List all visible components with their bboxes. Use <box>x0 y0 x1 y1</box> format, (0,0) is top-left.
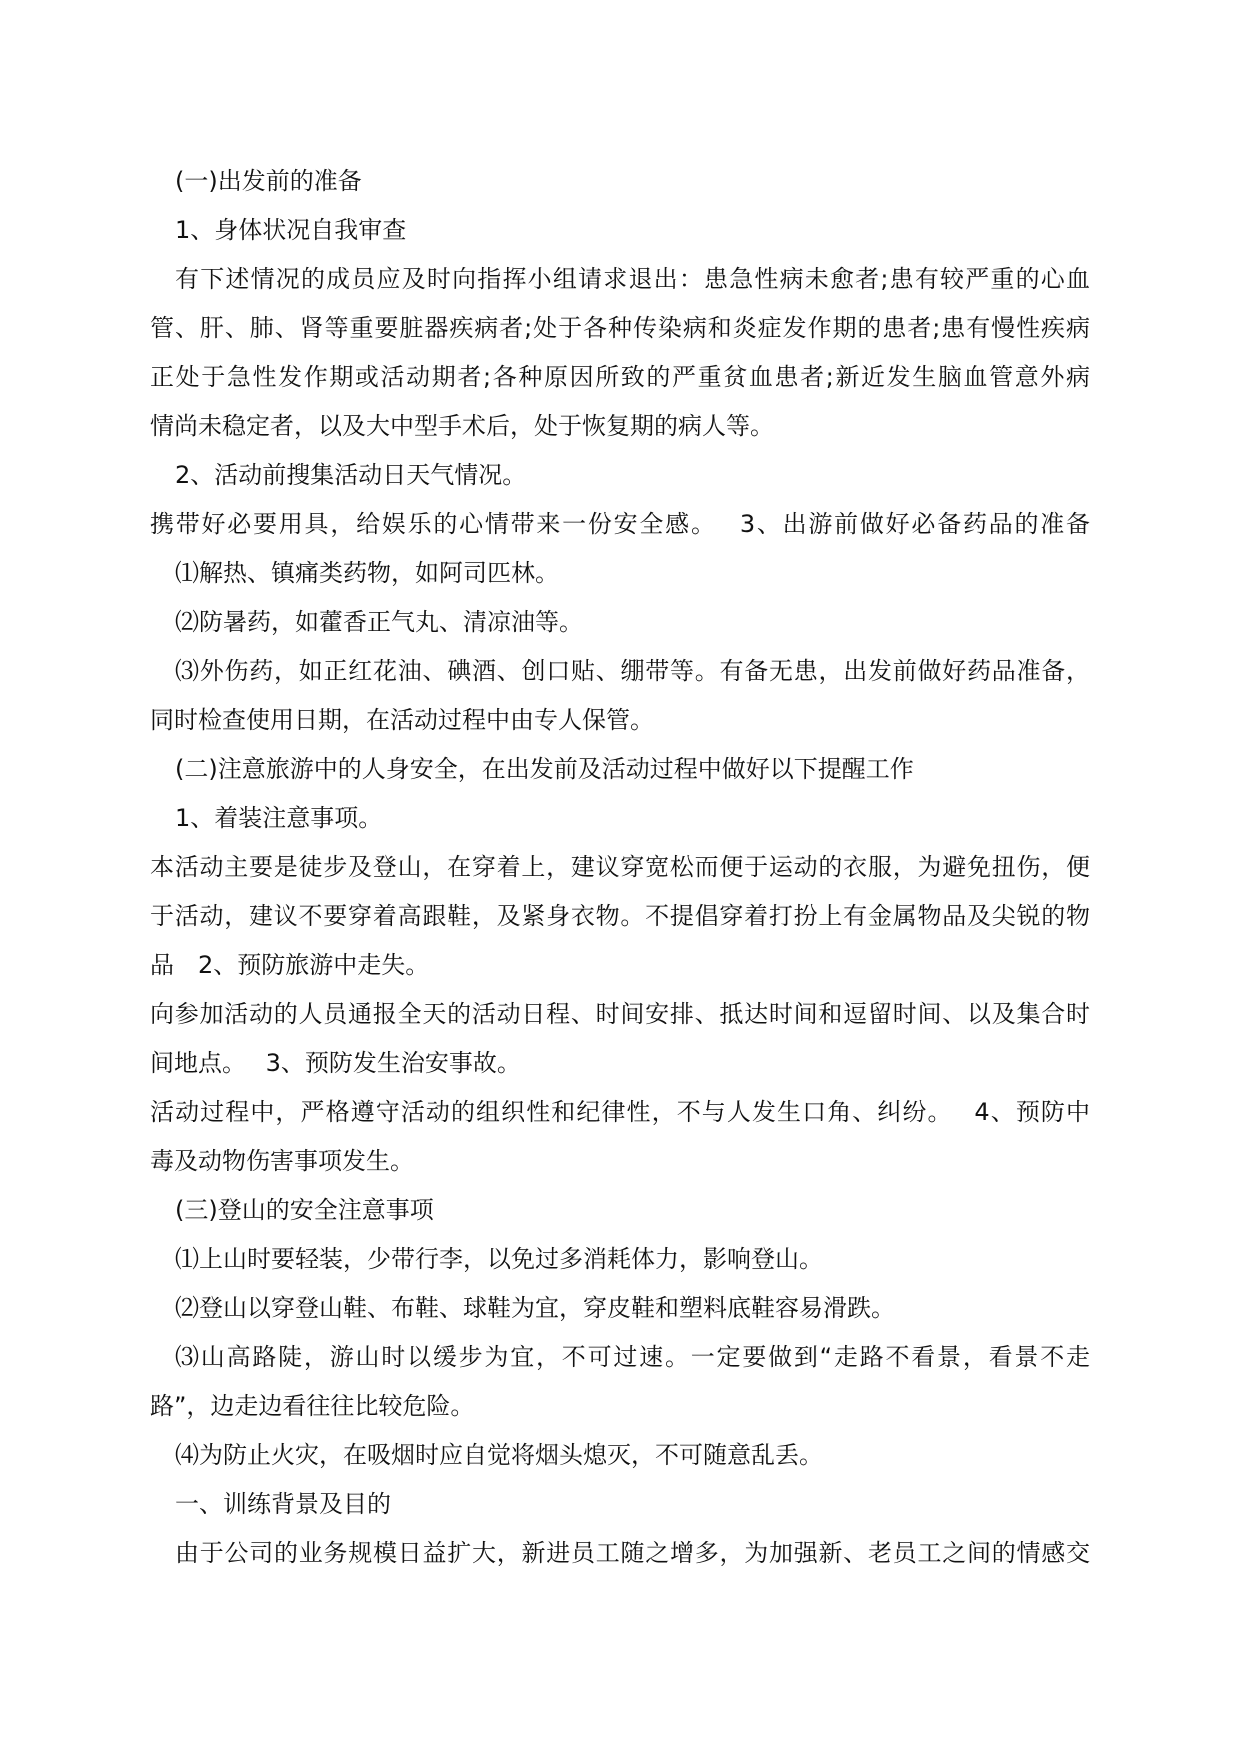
text-line: 向参加活动的人员通报全天的活动日程、时间安排、抵达时间和逗留时间、以及集合时 <box>150 1000 1090 1028</box>
text-line: 毒及动物伤害事项发生。 <box>150 1147 414 1175</box>
text-line: 2、活动前搜集活动日天气情况。 <box>175 461 527 489</box>
text-line: 路”，边走边看往往比较危险。 <box>150 1392 475 1420</box>
text-line: ⑵防暑药，如藿香正气丸、清凉油等。 <box>175 608 583 636</box>
text-line: 一、训练背景及目的 <box>175 1490 391 1518</box>
text-line: 携带好必要用具，给娱乐的心情带来一份安全感。 3、出游前做好必备药品的准备 <box>150 510 1090 538</box>
text-line: ⑴解热、镇痛类药物，如阿司匹林。 <box>175 559 559 587</box>
text-line: ⑷为防止火灾，在吸烟时应自觉将烟头熄灭，不可随意乱丢。 <box>175 1441 823 1469</box>
text-line: 活动过程中，严格遵守活动的组织性和纪律性，不与人发生口角、纠纷。 4、预防中 <box>150 1098 1090 1126</box>
text-line: 情尚未稳定者，以及大中型手术后，处于恢复期的病人等。 <box>150 412 774 440</box>
text-line: ⑶山高路陡，游山时以缓步为宜，不可过速。一定要做到“走路不看景，看景不走 <box>175 1343 1090 1371</box>
text-line: 间地点。 3、预防发生治安事故。 <box>150 1049 521 1077</box>
text-line: 于活动，建议不要穿着高跟鞋，及紧身衣物。不提倡穿着打扮上有金属物品及尖锐的物 <box>150 902 1090 930</box>
text-line: ⑶外伤药，如正红花油、碘酒、创口贴、绷带等。有备无患，出发前做好药品准备， <box>175 657 1090 685</box>
text-line: 同时检查使用日期，在活动过程中由专人保管。 <box>150 706 654 734</box>
text-line: 由于公司的业务规模日益扩大，新进员工随之增多，为加强新、老员工之间的情感交 <box>175 1539 1090 1567</box>
text-line: (一)出发前的准备 <box>175 167 362 195</box>
text-line: ⑵登山以穿登山鞋、布鞋、球鞋为宜，穿皮鞋和塑料底鞋容易滑跌。 <box>175 1294 895 1322</box>
text-line: 1、着装注意事项。 <box>175 804 383 832</box>
text-line: ⑴上山时要轻装，少带行李，以免过多消耗体力，影响登山。 <box>175 1245 823 1273</box>
text-line: (三)登山的安全注意事项 <box>175 1196 434 1224</box>
text-line: 1、身体状况自我审查 <box>175 216 407 244</box>
text-line: 管、肝、肺、肾等重要脏器疾病者;处于各种传染病和炎症发作期的患者;患有慢性疾病 <box>150 314 1090 342</box>
text-line: 品 2、预防旅游中走失。 <box>150 951 430 979</box>
text-line: 正处于急性发作期或活动期者;各种原因所致的严重贫血患者;新近发生脑血管意外病 <box>150 363 1090 391</box>
text-line: 本活动主要是徒步及登山，在穿着上，建议穿宽松而便于运动的衣服，为避免扭伤，便 <box>150 853 1090 881</box>
text-line: 有下述情况的成员应及时向指挥小组请求退出：患急性病未愈者;患有较严重的心血 <box>175 265 1090 293</box>
document-body <box>150 157 1090 1578</box>
text-line: (二)注意旅游中的人身安全，在出发前及活动过程中做好以下提醒工作 <box>175 755 914 783</box>
